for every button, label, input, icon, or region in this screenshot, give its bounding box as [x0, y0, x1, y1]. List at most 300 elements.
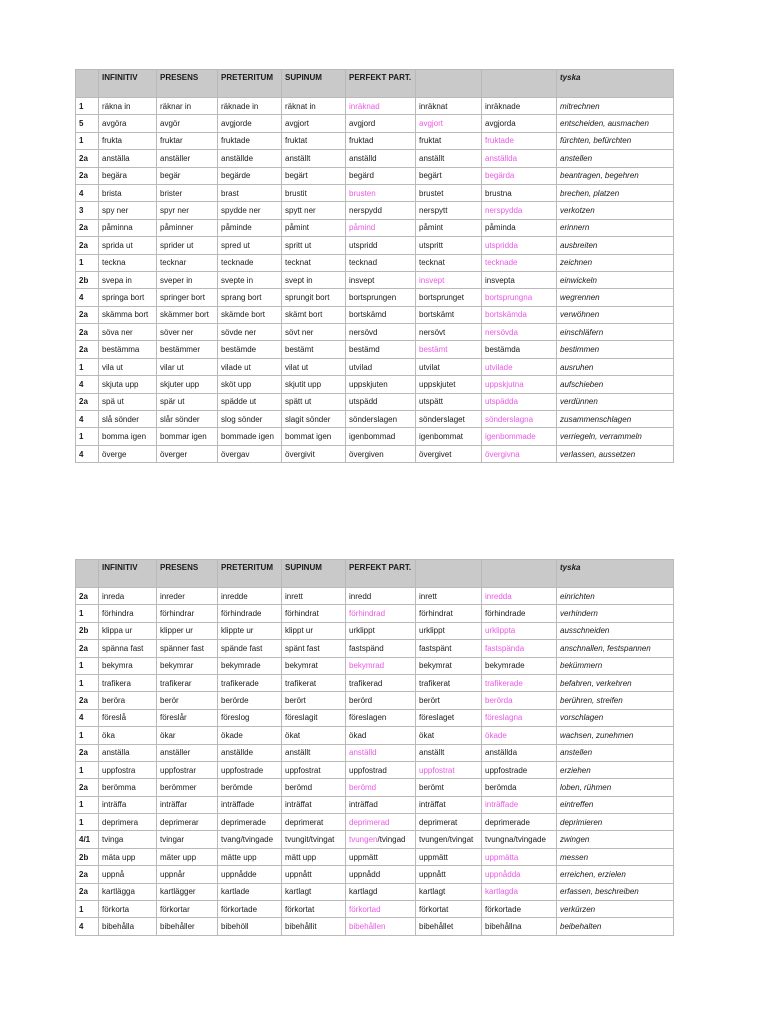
cell-preteritum: inträffade [218, 796, 282, 813]
cell-supinum: spritt ut [282, 237, 346, 254]
cell-group: 4 [76, 918, 99, 935]
cell-tyska: befahren, verkehren [557, 674, 674, 691]
cell-infinitiv: vila ut [99, 358, 157, 375]
cell-plural-form: trafikerade [482, 674, 557, 691]
cell-group: 2a [76, 393, 99, 410]
table-row [76, 184, 674, 201]
cell-tyska: einschläfern [557, 324, 674, 341]
table-row [76, 831, 674, 848]
cell-group: 2a [76, 588, 99, 605]
cell-infinitiv: klippa ur [99, 622, 157, 639]
cell-preteritum: klippte ur [218, 622, 282, 639]
cell-supinum: berömd [282, 779, 346, 796]
cell-perfekt-part: bibehållen [346, 918, 416, 935]
cell-tyska: vorschlagen [557, 709, 674, 726]
cell-group: 2a [76, 324, 99, 341]
cell-presens: berör [157, 692, 218, 709]
cell-supinum: förhindrat [282, 605, 346, 622]
table-row [76, 657, 674, 674]
cell-perfekt-part: berömd [346, 779, 416, 796]
cell-plural-form: utvilade [482, 358, 557, 375]
cell-plural-form: inträffade [482, 796, 557, 813]
cell-supinum-form: fruktat [416, 132, 482, 149]
cell-plural-form: begärda [482, 167, 557, 184]
cell-perfekt-part: uppskjuten [346, 376, 416, 393]
table-row [76, 796, 674, 813]
cell-plural-form: bortskämda [482, 306, 557, 323]
cell-plural-form: uppfostrade [482, 761, 557, 778]
cell-presens: avgör [157, 115, 218, 132]
cell-supinum: bestämt [282, 341, 346, 358]
cell-preteritum: berörde [218, 692, 282, 709]
cell-supinum-form: trafikerat [416, 674, 482, 691]
cell-tyska: verhindern [557, 605, 674, 622]
cell-group: 1 [76, 254, 99, 271]
cell-infinitiv: söva ner [99, 324, 157, 341]
cell-supinum-form: förkortat [416, 901, 482, 918]
table-row [76, 115, 674, 132]
cell-tyska: beibehalten [557, 918, 674, 935]
cell-infinitiv: förkorta [99, 901, 157, 918]
cell-presens: anställer [157, 150, 218, 167]
cell-group: 2a [76, 306, 99, 323]
cell-perfekt-part: bortskämd [346, 306, 416, 323]
cell-perfekt-part: nerspydd [346, 202, 416, 219]
cell-supinum: avgjort [282, 115, 346, 132]
cell-plural-form: utspridda [482, 237, 557, 254]
cell-supinum-form: berömt [416, 779, 482, 796]
table-row [76, 744, 674, 761]
cell-group: 1 [76, 727, 99, 744]
cell-presens: förhindrar [157, 605, 218, 622]
cell-perfekt-part: tvungen/tvingad [346, 831, 416, 848]
cell-presens: fruktar [157, 132, 218, 149]
cell-perfekt-part: sönderslagen [346, 411, 416, 428]
cell-plural-form: kartlagda [482, 883, 557, 900]
cell-supinum: kartlagt [282, 883, 346, 900]
cell-supinum: mätt upp [282, 848, 346, 865]
cell-perfekt-part: utvilad [346, 358, 416, 375]
cell-presens: skjuter upp [157, 376, 218, 393]
cell-plural-form: berörda [482, 692, 557, 709]
cell-supinum: fruktat [282, 132, 346, 149]
table-row [76, 727, 674, 744]
cell-infinitiv: uppnå [99, 866, 157, 883]
cell-preteritum: sprang bort [218, 289, 282, 306]
table-row [76, 779, 674, 796]
table-row [76, 237, 674, 254]
table-row [76, 709, 674, 726]
cell-plural-form: övergivna [482, 445, 557, 462]
cell-tyska: verkotzen [557, 202, 674, 219]
table-row [76, 445, 674, 462]
cell-infinitiv: skjuta upp [99, 376, 157, 393]
cell-supinum: bekymrat [282, 657, 346, 674]
cell-group: 2a [76, 167, 99, 184]
cell-infinitiv: bekymra [99, 657, 157, 674]
cell-preteritum: inredde [218, 588, 282, 605]
cell-plural-form: fastspända [482, 640, 557, 657]
cell-supinum: skämt bort [282, 306, 346, 323]
table-row [76, 324, 674, 341]
cell-plural-form: berömda [482, 779, 557, 796]
table-row [76, 358, 674, 375]
cell-supinum: brustit [282, 184, 346, 201]
table-header [76, 560, 674, 588]
cell-tyska: erziehen [557, 761, 674, 778]
cell-group: 1 [76, 428, 99, 445]
cell-infinitiv: inreda [99, 588, 157, 605]
cell-tyska: verriegeln, verrammeln [557, 428, 674, 445]
table-row [76, 411, 674, 428]
verb-table-1 [75, 69, 674, 463]
column-header-tyska: tyska [557, 560, 674, 588]
cell-group: 2b [76, 271, 99, 288]
cell-perfekt-part: uppfostrad [346, 761, 416, 778]
column-header-tyska: tyska [557, 70, 674, 98]
cell-tyska: erinnern [557, 219, 674, 236]
cell-supinum-form: tecknat [416, 254, 482, 271]
table-row [76, 848, 674, 865]
cell-tyska: einrichten [557, 588, 674, 605]
column-header-group [76, 560, 99, 588]
cell-plural-form: uppmätta [482, 848, 557, 865]
cell-perfekt-part: övergiven [346, 445, 416, 462]
cell-preteritum: övergav [218, 445, 282, 462]
cell-perfekt-part: förhindrad [346, 605, 416, 622]
cell-tyska: wachsen, zunehmen [557, 727, 674, 744]
cell-perfekt-part: fastspänd [346, 640, 416, 657]
cell-tyska: fürchten, befürchten [557, 132, 674, 149]
cell-tyska: einwickeln [557, 271, 674, 288]
cell-supinum: förkortat [282, 901, 346, 918]
column-header-supinum-form [416, 70, 482, 98]
cell-supinum-form: bortskämt [416, 306, 482, 323]
cell-plural-form: uppnådda [482, 866, 557, 883]
column-header-group [76, 70, 99, 98]
cell-perfekt-part: igenbommad [346, 428, 416, 445]
cell-plural-form: tecknade [482, 254, 557, 271]
cell-presens: uppnår [157, 866, 218, 883]
table-row [76, 640, 674, 657]
cell-infinitiv: berömma [99, 779, 157, 796]
cell-infinitiv: bibehålla [99, 918, 157, 935]
cell-supinum: deprimerat [282, 814, 346, 831]
cell-presens: anställer [157, 744, 218, 761]
table-row [76, 289, 674, 306]
cell-supinum: spätt ut [282, 393, 346, 410]
cell-plural-form: sönderslagna [482, 411, 557, 428]
cell-supinum-form: insvept [416, 271, 482, 288]
cell-tyska: zusammenschlagen [557, 411, 674, 428]
cell-group: 1 [76, 358, 99, 375]
table-row [76, 605, 674, 622]
table-row [76, 150, 674, 167]
cell-perfekt-part: uppmätt [346, 848, 416, 865]
table-row [76, 883, 674, 900]
cell-supinum-form: inträffat [416, 796, 482, 813]
cell-perfekt-part: deprimerad [346, 814, 416, 831]
cell-group: 4 [76, 411, 99, 428]
cell-preteritum: sköt upp [218, 376, 282, 393]
cell-presens: begär [157, 167, 218, 184]
cell-presens: trafikerar [157, 674, 218, 691]
cell-supinum: anställt [282, 150, 346, 167]
table-row [76, 918, 674, 935]
cell-tyska: brechen, platzen [557, 184, 674, 201]
cell-tyska: anstellen [557, 744, 674, 761]
cell-supinum: räknat in [282, 98, 346, 115]
cell-infinitiv: spy ner [99, 202, 157, 219]
column-header-supinum: SUPINUM [282, 70, 346, 98]
cell-group: 5 [76, 115, 99, 132]
cell-group: 2a [76, 744, 99, 761]
cell-group: 1 [76, 674, 99, 691]
cell-perfekt-part: begärd [346, 167, 416, 184]
cell-perfekt-part: föreslagen [346, 709, 416, 726]
cell-plural-form: avgjorda [482, 115, 557, 132]
cell-group: 1 [76, 761, 99, 778]
cell-preteritum: spände fast [218, 640, 282, 657]
cell-plural-form: påminda [482, 219, 557, 236]
cell-presens: bibehåller [157, 918, 218, 935]
cell-plural-form: inräknade [482, 98, 557, 115]
cell-infinitiv: spänna fast [99, 640, 157, 657]
cell-preteritum: räknade in [218, 98, 282, 115]
cell-infinitiv: påminna [99, 219, 157, 236]
cell-supinum: föreslagit [282, 709, 346, 726]
cell-presens: bekymrar [157, 657, 218, 674]
cell-supinum-form: avgjort [416, 115, 482, 132]
cell-group: 1 [76, 901, 99, 918]
cell-supinum-form: uppmätt [416, 848, 482, 865]
cell-plural-form: föreslagna [482, 709, 557, 726]
cell-supinum-form: anställt [416, 150, 482, 167]
cell-group: 1 [76, 605, 99, 622]
cell-group: 4 [76, 184, 99, 201]
cell-tyska: beantragen, begehren [557, 167, 674, 184]
cell-group: 2a [76, 883, 99, 900]
cell-plural-form: deprimerade [482, 814, 557, 831]
cell-perfekt-part: inträffad [346, 796, 416, 813]
cell-presens: spänner fast [157, 640, 218, 657]
table-row [76, 167, 674, 184]
cell-supinum: skjutit upp [282, 376, 346, 393]
cell-tyska: aufschieben [557, 376, 674, 393]
table-row [76, 761, 674, 778]
cell-supinum: begärt [282, 167, 346, 184]
cell-plural-form: urklippta [482, 622, 557, 639]
cell-supinum-form: kartlagt [416, 883, 482, 900]
cell-plural-form: anställda [482, 744, 557, 761]
cell-tyska: verlassen, aussetzen [557, 445, 674, 462]
cell-tyska: deprimieren [557, 814, 674, 831]
cell-supinum-form: bekymrat [416, 657, 482, 674]
cell-supinum: svept in [282, 271, 346, 288]
cell-preteritum: uppfostrade [218, 761, 282, 778]
cell-tyska: erreichen, erzielen [557, 866, 674, 883]
cell-tyska: messen [557, 848, 674, 865]
cell-tyska: anstellen [557, 150, 674, 167]
cell-supinum-form: urklippt [416, 622, 482, 639]
cell-supinum: uppnått [282, 866, 346, 883]
cell-perfekt-part: förkortad [346, 901, 416, 918]
cell-infinitiv: öka [99, 727, 157, 744]
table-row [76, 306, 674, 323]
cell-supinum: tecknat [282, 254, 346, 271]
cell-plural-form: igenbommade [482, 428, 557, 445]
cell-preteritum: sövde ner [218, 324, 282, 341]
cell-plural-form: bestämda [482, 341, 557, 358]
cell-group: 2a [76, 779, 99, 796]
cell-supinum: bibehållit [282, 918, 346, 935]
cell-preteritum: anställde [218, 744, 282, 761]
cell-infinitiv: kartlägga [99, 883, 157, 900]
cell-supinum-form: utspritt [416, 237, 482, 254]
cell-presens: berömmer [157, 779, 218, 796]
cell-preteritum: trafikerade [218, 674, 282, 691]
table-row [76, 814, 674, 831]
cell-preteritum: skämde bort [218, 306, 282, 323]
cell-perfekt-part: trafikerad [346, 674, 416, 691]
cell-tyska: ausruhen [557, 358, 674, 375]
cell-presens: förkortar [157, 901, 218, 918]
cell-supinum: spänt fast [282, 640, 346, 657]
cell-presens: överger [157, 445, 218, 462]
cell-preteritum: anställde [218, 150, 282, 167]
cell-preteritum: begärde [218, 167, 282, 184]
table-row [76, 428, 674, 445]
cell-preteritum: bekymrade [218, 657, 282, 674]
table-row [76, 393, 674, 410]
cell-group: 2b [76, 848, 99, 865]
cell-group: 1 [76, 132, 99, 149]
cell-presens: påminner [157, 219, 218, 236]
column-header-supinum-form [416, 560, 482, 588]
cell-group: 2b [76, 622, 99, 639]
cell-group: 2a [76, 866, 99, 883]
cell-infinitiv: svepa in [99, 271, 157, 288]
column-header-plural-form [482, 560, 557, 588]
cell-tyska: anschnallen, festspannen [557, 640, 674, 657]
cell-infinitiv: uppfostra [99, 761, 157, 778]
cell-perfekt-part: påmind [346, 219, 416, 236]
cell-infinitiv: inträffa [99, 796, 157, 813]
cell-supinum: tvungit/tvingat [282, 831, 346, 848]
cell-preteritum: mätte upp [218, 848, 282, 865]
cell-group: 4/1 [76, 831, 99, 848]
cell-preteritum: spädde ut [218, 393, 282, 410]
cell-tyska: ausbreiten [557, 237, 674, 254]
cell-presens: inreder [157, 588, 218, 605]
cell-group: 2a [76, 237, 99, 254]
cell-group: 2a [76, 692, 99, 709]
cell-group: 4 [76, 289, 99, 306]
cell-supinum: vilat ut [282, 358, 346, 375]
cell-presens: föreslår [157, 709, 218, 726]
table-row [76, 254, 674, 271]
cell-preteritum: svepte in [218, 271, 282, 288]
cell-group: 2a [76, 150, 99, 167]
cell-preteritum: slog sönder [218, 411, 282, 428]
table-row [76, 901, 674, 918]
cell-infinitiv: teckna [99, 254, 157, 271]
cell-presens: deprimerar [157, 814, 218, 831]
cell-perfekt-part: utspädd [346, 393, 416, 410]
cell-infinitiv: mäta upp [99, 848, 157, 865]
cell-plural-form: bortsprungna [482, 289, 557, 306]
cell-perfekt-part: utspridd [346, 237, 416, 254]
cell-perfekt-part: bestämd [346, 341, 416, 358]
column-header-preteritum: PRETERITUM [218, 560, 282, 588]
cell-supinum-form: bestämt [416, 341, 482, 358]
cell-infinitiv: anställa [99, 150, 157, 167]
cell-infinitiv: deprimera [99, 814, 157, 831]
cell-supinum: sövt ner [282, 324, 346, 341]
cell-tyska: berühren, streifen [557, 692, 674, 709]
cell-supinum: berört [282, 692, 346, 709]
cell-tyska: erfassen, beschreiben [557, 883, 674, 900]
cell-presens: springer bort [157, 289, 218, 306]
cell-plural-form: brustna [482, 184, 557, 201]
cell-supinum-form: berört [416, 692, 482, 709]
cell-plural-form: nersövda [482, 324, 557, 341]
cell-group: 4 [76, 709, 99, 726]
cell-preteritum: vilade ut [218, 358, 282, 375]
cell-perfekt-part: insvept [346, 271, 416, 288]
cell-preteritum: bommade igen [218, 428, 282, 445]
cell-plural-form: ökade [482, 727, 557, 744]
cell-plural-form: bekymrade [482, 657, 557, 674]
cell-preteritum: spydde ner [218, 202, 282, 219]
column-header-presens: PRESENS [157, 70, 218, 98]
cell-tyska: entscheiden, ausmachen [557, 115, 674, 132]
cell-tyska: verdünnen [557, 393, 674, 410]
cell-presens: uppfostrar [157, 761, 218, 778]
cell-supinum: inrett [282, 588, 346, 605]
cell-tyska: ausschneiden [557, 622, 674, 639]
cell-group: 1 [76, 796, 99, 813]
verb-table-2 [75, 559, 674, 936]
cell-supinum: inträffat [282, 796, 346, 813]
cell-supinum-form: anställt [416, 744, 482, 761]
cell-group: 2a [76, 341, 99, 358]
cell-perfekt-part: kartlagd [346, 883, 416, 900]
cell-supinum: klippt ur [282, 622, 346, 639]
column-header-presens: PRESENS [157, 560, 218, 588]
cell-presens: spyr ner [157, 202, 218, 219]
cell-supinum-form: utvilat [416, 358, 482, 375]
cell-infinitiv: bomma igen [99, 428, 157, 445]
table-body [76, 588, 674, 936]
cell-infinitiv: begära [99, 167, 157, 184]
cell-preteritum: ökade [218, 727, 282, 744]
cell-supinum: spytt ner [282, 202, 346, 219]
cell-infinitiv: trafikera [99, 674, 157, 691]
cell-preteritum: deprimerade [218, 814, 282, 831]
cell-presens: skämmer bort [157, 306, 218, 323]
cell-tyska: zwingen [557, 831, 674, 848]
column-header-supinum: SUPINUM [282, 560, 346, 588]
cell-group: 3 [76, 202, 99, 219]
cell-perfekt-part: urklippt [346, 622, 416, 639]
cell-supinum-form: begärt [416, 167, 482, 184]
cell-infinitiv: skämma bort [99, 306, 157, 323]
cell-infinitiv: tvinga [99, 831, 157, 848]
cell-infinitiv: sprida ut [99, 237, 157, 254]
cell-group: 2a [76, 640, 99, 657]
table-row [76, 98, 674, 115]
